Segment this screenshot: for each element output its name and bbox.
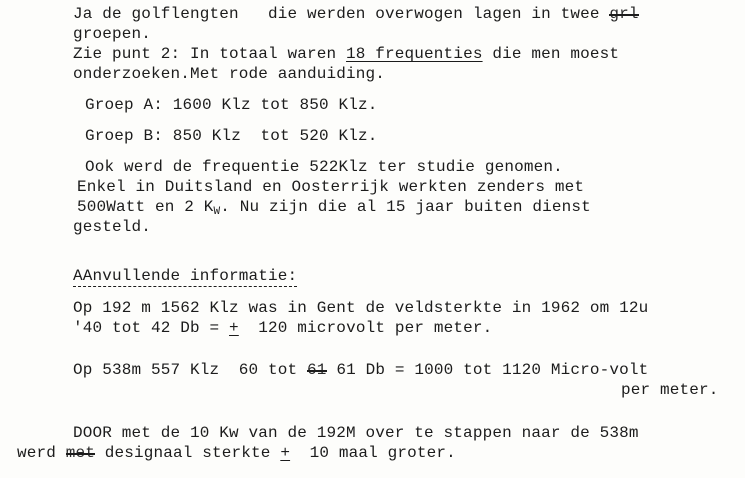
- conclusion-line-1: [73, 423, 639, 443]
- conclusion-line-2: [17, 443, 456, 463]
- text-segment: onderzoeken.Met rode aanduiding.: [73, 65, 386, 83]
- text-segment: Ook werd de frequentie 522Klz ter studie genomen.: [85, 158, 563, 176]
- subscript-text: W: [213, 206, 221, 218]
- struck-out-text: grl: [609, 5, 639, 23]
- measurement-2-line-1: [73, 360, 648, 380]
- text-segment: Ja de golflengten die werden overwogen lagen in twee: [73, 5, 610, 23]
- group-b-line: [85, 126, 378, 146]
- measurement-1-line-2: [73, 318, 492, 338]
- text-segment: 61 Db = 1000 tot 1120 Micro-volt: [326, 361, 649, 379]
- text-segment: 500Watt en 2 K: [77, 198, 214, 216]
- text-segment: Enkel in Duitsland en Oosterrijk werkten zenders met: [77, 178, 585, 196]
- paragraph-1-line-2: [73, 24, 151, 44]
- text-segment: die men moest: [482, 45, 620, 63]
- group-a-line: [85, 95, 378, 115]
- text-segment: gesteld.: [73, 218, 152, 236]
- underlined-text: 18 frequenties: [346, 45, 483, 63]
- paragraph-3-line-2: [77, 177, 584, 197]
- text-segment: Groep A: 1600 Klz tot 850 Klz.: [85, 96, 378, 114]
- section-heading: [73, 266, 297, 286]
- struck-out-text: met: [65, 444, 96, 462]
- text-segment: Op 538m 557 Klz 60 tot: [73, 361, 308, 379]
- paragraph-3-line-4: [73, 217, 151, 237]
- plus-minus-symbol: +: [229, 319, 239, 337]
- paragraph-2-line-2: [73, 64, 385, 84]
- text-segment: groepen.: [73, 25, 152, 43]
- heading-text: AAnvullende informatie:: [73, 267, 298, 285]
- text-segment: Groep B: 850 Klz tot 520 Klz.: [85, 127, 378, 145]
- text-segment: per meter.: [621, 381, 719, 399]
- text-segment: Op 192 m 1562 Klz was in Gent de veldsterkte in 1962 om 12u: [73, 299, 649, 317]
- paragraph-2-line-1: [73, 44, 619, 64]
- paragraph-3-line-3: [77, 197, 591, 222]
- text-segment: designaal sterkte: [95, 444, 281, 462]
- measurement-2-line-2: [621, 380, 719, 400]
- struck-out-text: 61: [307, 361, 327, 379]
- text-segment: 120 microvolt per meter.: [238, 319, 493, 337]
- paragraph-3-line-1: [85, 157, 563, 177]
- text-segment: . Nu zijn die al 15 jaar buiten dienst: [220, 198, 591, 216]
- paragraph-1-line-1: [73, 4, 639, 24]
- text-segment: 10 maal groter.: [290, 444, 456, 462]
- measurement-1-line-1: [73, 298, 648, 318]
- text-segment: werd: [17, 444, 66, 462]
- plus-minus-symbol: +: [280, 444, 291, 462]
- text-segment: DOOR met de 10 Kw van de 192M over te stappen naar de 538m: [73, 424, 639, 442]
- text-segment: Zie punt 2: In totaal waren: [73, 45, 347, 63]
- text-segment: '40 tot 42 Db =: [73, 319, 230, 337]
